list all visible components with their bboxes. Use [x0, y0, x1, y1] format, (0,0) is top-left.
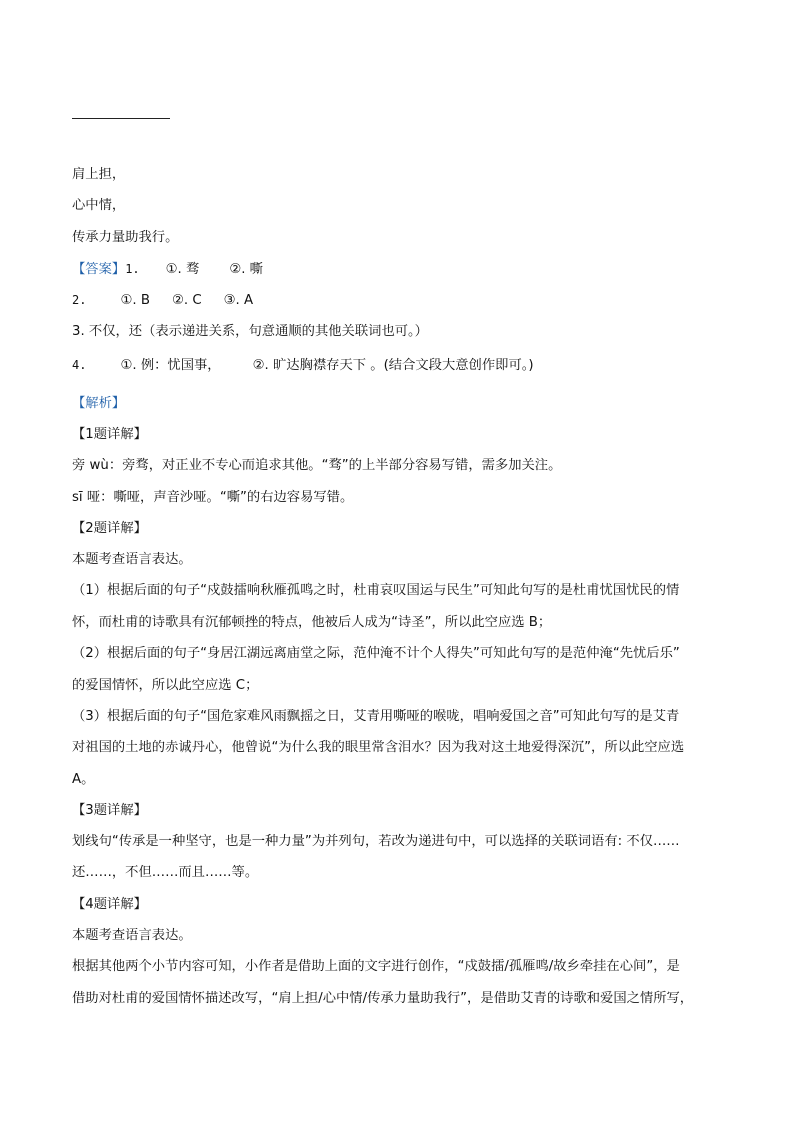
answer-q2-item-3: ③. A — [223, 293, 254, 308]
answer-q1-item-2: ②. 嘶 — [229, 262, 263, 277]
analysis-s4-line-1: 根据其他两个小节内容可知，小作者是借助上面的文字进行创作，“戍鼓擂/孤雁鸣/故乡牵挂在心间”，是 — [72, 959, 680, 974]
analysis-s2-item-3-line-1: （3）根据后面的句子“国危家难风雨飘摇之日，艾青用嘶哑的喉咙，唱响爱国之音”可知此句写的是艾青 — [72, 709, 680, 724]
answer-q1-item-1: ①. 骛 — [165, 262, 200, 277]
answer-q4-number: 4. — [72, 358, 87, 372]
analysis-s1-paragraph-1: 旁 wù：旁骛，对正业不专心而追求其他。“骛”的上半部分容易写错，需多加关注。 — [72, 458, 562, 473]
analysis-s3-line-2: 还……，不但……而且……等。 — [72, 865, 259, 880]
analysis-s2-item-2-line-2: 的爱国情怀，所以此空应选 C； — [72, 678, 259, 693]
analysis-s3-heading: 【3题详解】 — [72, 803, 147, 818]
analysis-s4-intro: 本题考查语言表达。 — [72, 928, 192, 943]
answer-q2-row — [72, 291, 732, 310]
answer-q4-item-2: ②. 旷达胸襟存天下 。(结合文段大意创作即可。) — [252, 358, 534, 373]
analysis-s2-item-2-line-1: （2）根据后面的句子“身居江湖远离庙堂之际，范仲淹不计个人得失”可知此句写的是范仲淹“先忧后乐” — [72, 646, 680, 661]
analysis-s2-heading: 【2题详解】 — [72, 521, 147, 536]
answer-q2-item-1: ①. B — [120, 293, 150, 308]
analysis-s2-item-1-line-1: （1）根据后面的句子“戍鼓擂响秋雁孤鸣之时，杜甫哀叹国运与民生”可知此句写的是杜甫忧国忧民的情 — [72, 583, 680, 598]
answer-q3-row: 3. 不仅，还（表示递进关系，句意通顺的其他关联词也可。） — [72, 324, 428, 339]
analysis-s3-line-1: 划线句“传承是一种坚守，也是一种力量”为并列句，若改为递进句中，可以选择的关联词语有: 不仅…… — [72, 834, 680, 849]
analysis-s1-heading: 【1题详解】 — [72, 427, 147, 442]
poem-line-1: 肩上担， — [72, 167, 126, 182]
analysis-s2-item-1-line-2: 怀，而杜甫的诗歌具有沉郁顿挫的特点，他被后人成为“诗圣”，所以此空应选 B； — [72, 615, 552, 630]
poem-line-2: 心中情， — [72, 198, 126, 213]
analysis-s2-item-3-line-3: A。 — [72, 772, 95, 787]
answer-q1-number: 1. — [125, 262, 140, 276]
answer-label: 【答案】 — [72, 262, 126, 277]
analysis-s2-intro: 本题考查语言表达。 — [72, 552, 192, 567]
analysis-label: 【解析】 — [72, 396, 126, 411]
poem-line-3: 传承力量助我行。 — [72, 230, 179, 245]
answer-q2-item-2: ②. C — [171, 293, 202, 308]
fill-in-blank-line — [72, 118, 170, 119]
answer-q2-number: 2. — [72, 293, 87, 307]
answer-q1-row — [72, 260, 732, 279]
analysis-s2-item-3-line-2: 对祖国的土地的赤诚丹心，他曾说“为什么我的眼里常含泪水？因为我对这土地爱得深沉”，所以此空应选 — [72, 740, 685, 755]
analysis-s1-paragraph-2: sī 哑：嘶哑，声音沙哑。“嘶”的右边容易写错。 — [72, 490, 354, 505]
answer-q4-row — [72, 356, 732, 375]
analysis-s4-line-2: 借助对杜甫的爱国情怀描述改写，“肩上担/心中情/传承力量助我行”，是借助艾青的诗歌和爱国之情所写， — [72, 991, 694, 1006]
analysis-s4-heading: 【4题详解】 — [72, 897, 147, 912]
answer-q4-item-1: ①. 例：忧国事， — [120, 358, 221, 373]
